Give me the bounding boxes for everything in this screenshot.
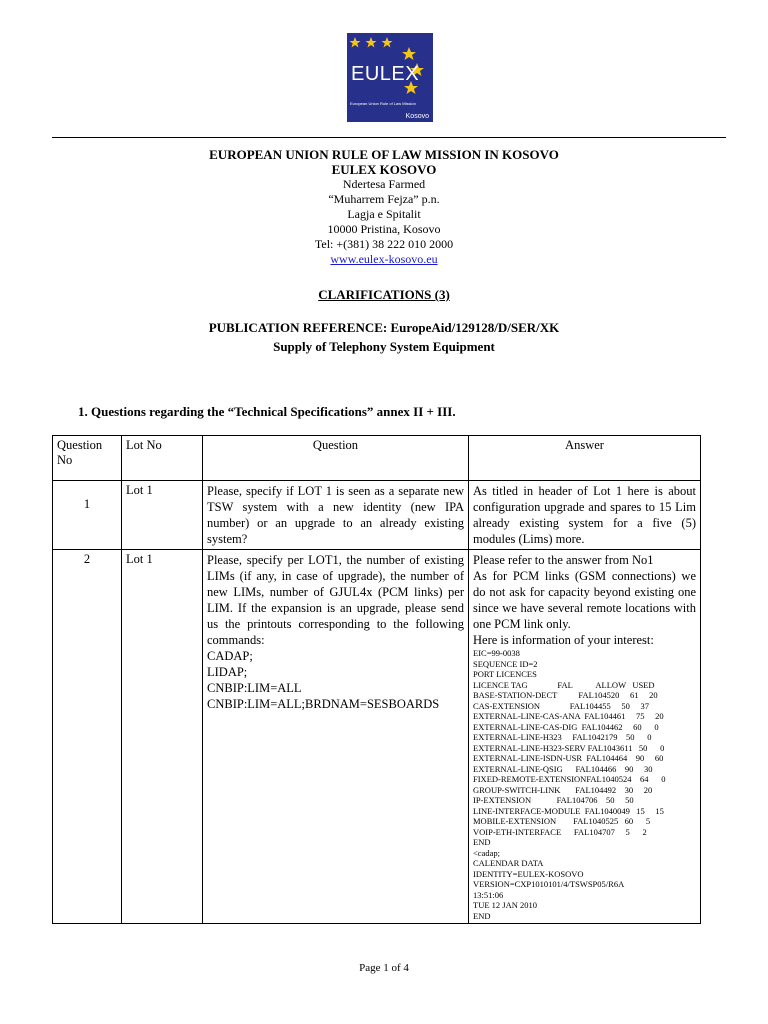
questions-table	[52, 435, 701, 924]
header-question: Question	[203, 436, 469, 481]
question-text: Please, specify per LOT1, the number of existing LIMs (if any, in case of upgrade), the number of new LIMs, number of GJUL4x (PCM links) per LIM. If the expansion is an upgrade, please send us the printouts corresponding to the following commands:	[207, 553, 464, 647]
address-line: Ndertesa Farmed	[342, 177, 426, 191]
system-printout: EIC=99-0038 SEQUENCE ID=2 PORT LICENCES LICENCE TAG FAL ALLOW USED BASE-STATION-DECT FAL104520 61 20 CAS-EXTENSION FAL104455 50 37 EXTERNAL-LINE-CAS-ANA FAL104461 75 20 EXTERNAL-LINE-CAS-DIG FAL104462 60 0 EXTERNAL-LINE-H323 FAL1042179 50 0 EXTERNAL-LINE-H323-SERV FAL1043611 50 0 EXTERNAL-LINE-ISDN-USR FAL104464 90 60 EXTERNAL-LINE-QSIG FAL104466 90 30 FIXED-REMOTE-EXTENSIONFAL1040524 64 0 GROUP-SWITCH-LINK FAL104492 30 20 IP-EXTENSION FAL104706 50 50 LINE-INTERFACE-MODULE FAL1040049 15 15 MOBILE-EXTENSION FAL1040525 60 5 VOIP-ETH-INTERFACE FAL104707 5 2 END <cadap; CALENDAR DATA IDENTITY=EULEX-KOSOVO VERSION=CXP1010101/4/TSWSP05/R6A 13:51:06 TUE 12 JAN 2010 END	[473, 648, 666, 921]
command-line: CNBIP:LIM=ALL	[207, 681, 302, 695]
logo-subtitle: European Union Rule of Law Mission	[350, 101, 416, 106]
publication-reference: PUBLICATION REFERENCE: EuropeAid/129128/D/SER/XK	[208, 320, 560, 335]
table-row	[53, 550, 701, 924]
command-line: LIDAP;	[207, 665, 248, 679]
lot-number: Lot 1	[122, 481, 203, 550]
command-line: CNBIP:LIM=ALL;BRDNAM=SESBOARDS	[207, 697, 440, 711]
website-link[interactable]: www.eulex-kosovo.eu	[330, 252, 438, 266]
answer-line: As for PCM links (GSM connections) we do not ask for capacity beyond existing one since we have several remote locations with one PCM link only.	[473, 569, 696, 631]
header-question-no: Question No	[53, 436, 122, 481]
header-lot-no: Lot No	[122, 436, 203, 481]
org-name: EUROPEAN UNION RULE OF LAW MISSION IN KOSOVO	[209, 147, 559, 162]
header-answer: Answer	[469, 436, 701, 481]
answer-line: Here is information of your interest:	[473, 633, 654, 647]
address-line: 10000 Pristina, Kosovo	[327, 222, 441, 236]
lot-number: Lot 1	[122, 550, 203, 924]
question-text: Please, specify if LOT 1 is seen as a separate new TSW system with a new identity (new IPA number) or an upgrade to an already existing system?	[203, 481, 469, 550]
logo-kosovo: Kosovo	[405, 113, 429, 120]
table-header-row	[53, 436, 701, 481]
answer-text: As titled in header of Lot 1 here is about configuration upgrade and spares to 15 Lim already existing system for a five (5) modules (Lims) more.	[469, 481, 701, 550]
section-heading: 1. Questions regarding the “Technical Specifications” annex II + III.	[78, 404, 456, 419]
subject-title: Supply of Telephony System Equipment	[273, 339, 495, 354]
telephone: Tel: +(381) 38 222 010 2000	[314, 237, 454, 251]
address-line: “Muharrem Fejza” p.n.	[328, 192, 440, 206]
address-line: Lagja e Spitalit	[347, 207, 421, 221]
letterhead	[0, 147, 768, 267]
page-number: Page 1 of 4	[359, 962, 409, 974]
command-line: CADAP;	[207, 649, 253, 663]
answer-cell	[469, 550, 701, 924]
answer-line: Please refer to the answer from No1	[473, 553, 654, 567]
question-number: 2	[53, 550, 122, 924]
header-divider	[52, 137, 726, 138]
org-short-name: EULEX KOSOVO	[331, 162, 437, 177]
logo-word: EULEX	[351, 63, 420, 85]
question-number: 1	[53, 481, 122, 550]
question-cell	[203, 550, 469, 924]
eulex-logo	[347, 33, 433, 122]
table-row	[53, 481, 701, 550]
clarifications-title: CLARIFICATIONS (3)	[318, 287, 450, 302]
